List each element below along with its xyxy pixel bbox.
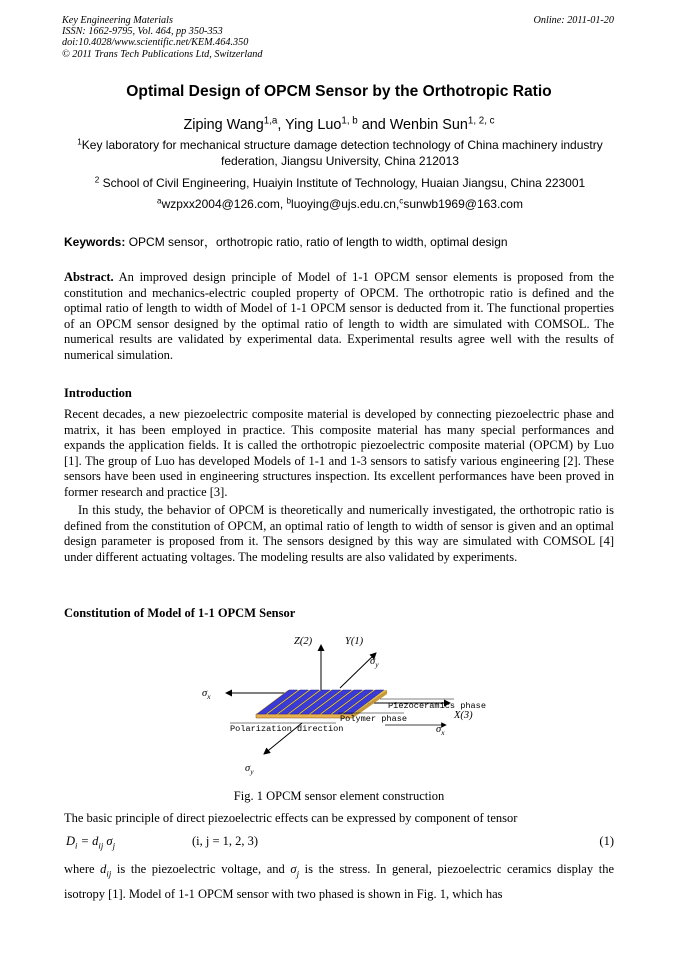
figure-caption: Fig. 1 OPCM sensor element construction: [233, 789, 445, 803]
abstract-text: An improved design principle of Model of 1-1 OPCM sensor elements is proposed from the constitution and mechanics-electric coupled property of OPCM. The orthotropic ratio is defined and the optimal ratio of length to width of Model of 1-1 OPCM sensor is deducted from it. The functional properties of an OPCM sensor designed by the optimal ratio of length to width are simulated with COMSOL. The numerical results are validated by experimental data. Experimental results agree well with the results of numerical simulation.: [64, 270, 614, 362]
equation-intro: The basic principle of direct piezoelectric effects can be expressed by component of tensor: [64, 811, 518, 825]
author-sup: 1, b: [341, 115, 358, 127]
equation-range: (i, j = 1, 2, 3): [192, 834, 259, 848]
sigma-x-label-left: $\sigma_x$: [202, 688, 211, 701]
section-heading-constitution: Constitution of Model of 1-1 OPCM Sensor: [64, 606, 296, 620]
online-date: Online: 2011-01-20: [533, 15, 614, 26]
y-axis-label: Y(1): [345, 636, 364, 647]
issn-line: ISSN: 1662-9795, Vol. 464, pp 350-353: [62, 26, 223, 38]
closing-paragraph: where $d_{ij}$ is the piezoelectric voltage, and $\sigma_j$ is the stress. In general, piezoelectric ceramics display the isotropy [1]. Model of 1-1 OPCM sensor with two phased is shown in Fig. 1, which has: [64, 862, 614, 901]
abstract: [64, 270, 614, 364]
plate-front-edge: [256, 714, 353, 718]
opcm-sensor-figure: [190, 628, 490, 778]
email-sup: c: [399, 196, 404, 206]
affiliation-text: Key laboratory for mechanical structure damage detection technology of China machinery industry federation, Jiangsu University, China 212013: [81, 138, 603, 168]
equation-number: (1): [599, 834, 614, 848]
polarization-label: Polarization direction: [230, 724, 344, 734]
copyright-line: © 2011 Trans Tech Publications Ltd, Switzerland: [62, 48, 263, 60]
affiliation-sup: 2: [94, 175, 100, 185]
email-link[interactable]: sunwb1969@163.com: [403, 197, 523, 211]
email-link[interactable]: wzpxx2004@126.com,: [161, 197, 287, 211]
author-name: Ziping Wang: [183, 117, 264, 133]
email-link[interactable]: luoying@ujs.edu.cn,: [291, 197, 400, 211]
email-sup: a: [157, 196, 162, 206]
piezo-phase-label: Piezoceramics phase: [388, 701, 486, 711]
equation-expression: $D_i = d_{ij}$ $\sigma_j$: [66, 834, 116, 851]
sigma-y-label-bottom: $\sigma_y$: [245, 763, 254, 776]
intro-paragraph-2: In this study, the behavior of OPCM is theoretically and numerically investigated, the orthotropic ratio is defined from the constitution of OPCM, an optimal ratio of length to width of sensor is given and an optimal design parameter is proposed from it. The sensors designed by this way are simulated with COMSOL [4] under different actuating voltages. The modeling results are also validated by experiments.: [64, 503, 614, 564]
author-sup: 1,a: [263, 115, 278, 127]
doi-line: doi:10.4028/www.scientific.net/KEM.464.350: [62, 37, 249, 49]
author-name: Ying Luo: [285, 117, 342, 133]
affiliation-2: [70, 176, 610, 192]
section-heading-introduction: Introduction: [64, 386, 132, 400]
journal-header: [62, 15, 262, 60]
affiliation-sup: 1: [77, 137, 82, 147]
z-axis-label: Z(2): [294, 636, 313, 647]
keywords: [64, 233, 508, 250]
intro-paragraph-1: Recent decades, a new piezoelectric composite material is developed by connecting piezoelectric phase and matrix, it has been employed in practice. This composite material has many special performances and expands the application fields. It is called the orthotropic piezoelectric composite material (OPCM) by Luo [1]. The group of Luo has developed Models of 1-1 and 1-3 sensors to satisfy various engineering [2]. These sensors have been used in engineering structures inspection. Its excellent performances have been proved in former research and practice [3].: [64, 407, 614, 499]
sigma-x-label-right: $\sigma_x$: [436, 724, 445, 737]
abstract-label: Abstract.: [64, 270, 114, 284]
paper-title: Optimal Design of OPCM Sensor by the Orthotropic Ratio: [126, 83, 552, 100]
piezoceramic-fibers: [257, 690, 384, 714]
affiliation-1: [70, 138, 610, 169]
x-axis-label: X(3): [454, 710, 473, 721]
affiliation-text: School of Civil Engineering, Huaiyin Institute of Technology, Huaian Jiangsu, China 223001: [102, 176, 586, 190]
author-sup: 1, 2, c: [467, 115, 495, 127]
author-name: Wenbin Sun: [389, 117, 468, 133]
polymer-phase-label: Polymer phase: [340, 714, 408, 724]
email-line: [70, 197, 610, 213]
journal-name: Key Engineering Materials: [62, 15, 173, 26]
sigma-y-label-top: $\sigma_y$: [370, 656, 379, 669]
keywords-label: Keywords:: [64, 235, 126, 249]
author-list: Ziping Wang$^{1,a}$, Ying Luo$^{1, b}$ and Wenbin Sun$^{1, 2, c}$: [183, 115, 495, 133]
email-sup: b: [286, 196, 292, 206]
keywords-text: OPCM sensor，orthotropic ratio, ratio of length to width, optimal design: [125, 235, 508, 249]
